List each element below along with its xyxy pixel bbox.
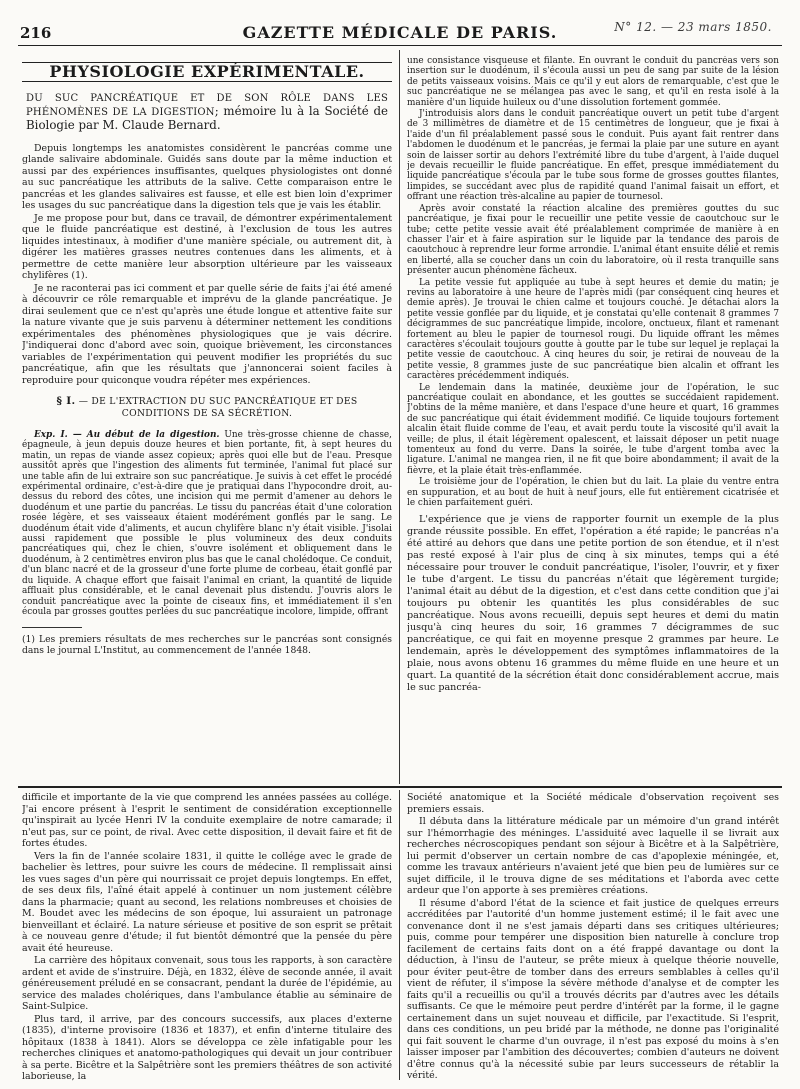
paragraph: difficile et importante de la vie que comprend les années passées au collége. J'ai encore présent à l'esprit le sentiment de considération exceptionnelle qu'inspirait au lycée Henri IV la conduite exemplaire de notre camarade; il n'eut pas, sur ce point, de rival. Avec cette disposition, il devait faire et fit de fortes études. — [22, 792, 392, 849]
paragraph: Je ne raconterai pas ici comment et par quelle série de faits j'ai été amené à découvrir ce rôle remarquable et imprévu de la glande pancréatique. Je dirai seulement que ce n'est qu'après une étude longue et attentive faite sur la nature vivante que je suis parvenu à déterminer nettement les conditions expérimentales des phénomènes physiologiques que je vais décrire. J'indiquerai donc d'abord avec soin, quoique brièvement, les circonstances variables de l'expérimentation qui peuvent modifier les propriétés du suc pancréatique, afin que les résultats que j'annoncerai soient faciles à reproduire pour quiconque voudra répéter mes expériences. — [22, 282, 392, 386]
subsection-title: — DE L'EXTRACTION DU SUC PANCRÉATIQUE ET DES CONDITIONS DE SA SÉCRÉTION. — [78, 396, 358, 419]
paragraph: Après avoir constaté la réaction alcaline des premières gouttes du suc pancréatique, je fixai pour le recueillir une petite vessie de caoutchouc sur le tube; cette petite vessie avait été préalablement comprimée de manière à en chasser l'air et à faire aspiration sur le liquide par la tendance des parois de caoutchouc à reprendre leur forme arrondie. L'animal étant ensuite délié et remis en liberté, alla se coucher dans un coin du laboratoire, où il resta tranquille sans présenter aucun phénomène fâcheux. — [407, 203, 779, 277]
paragraph: Société anatomique et la Société médicale d'observation reçoivent ses premiers essais. — [407, 792, 779, 815]
subsection-number: § I. — [56, 395, 76, 407]
paragraph: La carrière des hôpitaux convenait, sous tous les rapports, à son caractère ardent et avide de s'instruire. Déjà, en 1832, élève de seconde année, il avait généreusement préludé en se consacrant, pendant la durée de l'épidémie, au service des malades cholériques, dans l'ambulance établie au séminaire de Saint-Sulpice. — [22, 955, 392, 1012]
paragraph: Vers la fin de l'année scolaire 1831, il quitte le collége avec le grade de bachelier ès lettres, pour suivre les cours de médecine. Il remplissait ainsi les vues sages d'un père qui nourrissait ce projet depuis longtemps. En effet, de ses deux fils, l'aîné était appelé à continuer un nom justement célèbre dans la pharmacie; quant au second, les relations nombreuses et choisies de M. Boudet avec les médecins de son époque, lui assuraient un patronage bienveillant et éclairé. La nature sérieuse et positive de son esprit se prêtait à ce nouveau genre d'étude; il fut bientôt démontré que la pensée du père avait été heureuse. — [22, 850, 392, 954]
paragraph: Le lendemain dans la matinée, deuxième jour de l'opération, le suc pancréatique coulait en abondance, et les gouttes se succédaient rapidement. J'obtins de la même manière, et dans l'espace d'une heure et quart, 16 grammes de suc pancréatique qui était évidemment modifié. Ce liquide toujours fortement alcalin était fluide comme de l'eau, et avait perdu toute la viscosité qu'il avait la veille; de plus, il était légèrement opalescent, et laissait déposer un petit nuage tomenteux au fond du verre. Dans la soirée, le tube d'argent tomba avec la ligature. L'animal ne mangea rien, il ne fit que boire abondamment; il avait de la fièvre, et la plaie était très-enflammée. — [407, 382, 779, 476]
feuilleton-right-column — [407, 792, 779, 1082]
experiment-text: Une très-grosse chienne de chasse, épagneule, à jeun depuis douze heures et bien portante, fit, à sept heures du matin, un repas de viande assez copieux; après quoi elle but de l'eau. Presque aussitôt après que l'ingestion des aliments fut terminée, l'animal fut placé sur une table afin de lui extraire son suc pancréatique. Je suivis à cet effet le procédé expérimental ordinaire, c'est-à-dire que je pratiquai dans l'hypocondre droit, au-dessus du rebord des côtes, une incision qui me permit d'amener au dehors le duodénum et une partie du pancréas. Le tissu du pancréas était d'une coloration rosée légère, et ses vaisseaux étaient modérément gonflés par le sang. Le duodénum était vide d'aliments, et aucun chylifère blanc n'y était visible. J'isolai aussi rapidement que possible le plus volumineux des deux conduits pancréatiques qui, chez le chien, s'ouvre isolément et obliquement dans le duodénum, à 2 centimètres environ plus bas que le canal cholédoque. Ce conduit, d'un blanc nacré et de la grosseur d'une forte plume de corbeau, était gonflé par du liquide. A chaque effort que faisait l'animal en criant, la quantité de liquide affluait plus considérable, et le canal devenait plus distendu. J'ouvris alors le conduit pancréatique avec la pointe de ciseaux fins, et immédiatement il s'en écoula par grosses gouttes perlées du suc pancréatique incolore, limpide, offrant — [22, 430, 392, 617]
issue-line: N° 12. — 23 mars 1850. — [614, 20, 772, 34]
article-title-rest: ; mémoire lu à la Société de Biologie par M. Claude Bernard. — [26, 103, 388, 132]
experiment-label: Exp. I. — Au début de la digestion. — [34, 430, 220, 440]
page-header — [18, 14, 782, 46]
paragraph: une consistance visqueuse et filante. En ouvrant le conduit du pancréas vers son insertion sur le duodénum, il s'écoula aussi un peu de sang par suite de la lésion de petits vaisseaux voisins. Mais ce qu'il y eut alors de remarquable, c'est que le suc pancréatique ne se mélangea pas avec le sang, et qu'il en resta isolé à la manière d'un liquide huileux ou d'une dissolution fortement gommée. — [407, 56, 779, 108]
paragraph: Plus tard, il arrive, par des concours successifs, aux places d'externe (1835), d'interne provisoire (1836 et 1837), et enfin d'interne titulaire des hôpitaux (1838 à 1841). Alors se développa ce zèle infatigable pour les recherches cliniques et anatomo-pathologiques qui devait un jour contribuer à sa perte. Bicêtre et la Salpêtrière sont les premiers théâtres de son activité laborieuse, la — [22, 1013, 392, 1082]
paragraph: Le troisième jour de l'opération, le chien but du lait. La plaie du ventre entra en suppuration, et au bout de huit à neuf jours, elle fut entièrement cicatrisée et le chien parfaitement guéri. — [407, 477, 779, 509]
subsection-heading — [22, 395, 392, 420]
paragraph: Depuis longtemps les anatomistes considèrent le pancréas comme une glande salivaire abdominale. Guidés sans doute par la même induction et aussi par des expériences insuffisantes, quelques physiologistes ont donné au suc pancréatique les attributs de la salive. Cette comparaison entre le pancréas et les glandes salivaires est fausse, et elle est bien loin d'exprimer les usages du suc pancréatique dans la digestion tels que je vais les établir. — [22, 142, 392, 211]
article-left-column — [22, 62, 392, 782]
article-title-caps: DU SUC PANCRÉATIQUE ET DE SON RÔLE DANS LES PHÉNOMÈNES DE LA DIGESTION — [26, 92, 388, 118]
upper-column-rule — [399, 50, 400, 784]
article-right-column — [407, 56, 779, 782]
paragraph: Je me propose pour but, dans ce travail, de démontrer expérimentalement que le fluide pancréatique est destiné, à l'exclusion de tous les autres liquides intestinaux, à modifier d'une manière spéciale, ou autrement dit, à digérer les matières grasses neutres contenues dans les aliments, et à permettre de cette manière leur absorption ultérieure par les vaisseaux chylifères (1). — [22, 212, 392, 281]
lower-column-rule — [399, 790, 400, 1080]
experiment-paragraph — [22, 430, 392, 617]
feuilleton-left-column — [22, 792, 392, 1082]
section-title: PHYSIOLOGIE EXPÉRIMENTALE. — [22, 62, 392, 82]
footnote: (1) Les premiers résultats de mes recherches sur le pancréas sont consignés dans le journal L'Institut, au commencement de l'année 1848. — [22, 634, 392, 657]
conclusion-paragraph: L'expérience que je viens de rapporter fournit un exemple de la plus grande réussite possible. En effet, l'opération a été rapide; le pancréas n'a été attiré au dehors que dans une petite portion de son étendue, et il n'est pas resté exposé à l'air plus de cinq à six minutes, temps qui a été nécessaire pour trouver le conduit pancréatique, l'isoler, l'ouvrir, et y fixer le tube d'argent. Le tissu du pancréas n'était que légèrement turgide; l'animal était au début de la digestion, et c'est dans cette condition que j'ai toujours pu obtenir les quantités les plus considérables de suc pancréatique. Nous avons recueilli, depuis sept heures et demi du matin jusqu'à cinq heures du soir, 16 grammes 7 décigrammes de suc pancréatique, ce qui fait en moyenne presque 2 grammes par heure. Le lendemain, après le développement des symptômes inflammatoires de la plaie, nous avons obtenu 16 grammes du même fluide en une heure et un quart. La quantité de la sécrétion était donc considérablement accrue, mais le suc pancréa- — [407, 514, 779, 694]
feuilleton-rule — [18, 786, 782, 788]
paragraph: La petite vessie fut appliquée au tube à sept heures et demie du matin; je revins au laboratoire à une heure de l'après midi (par conséquent cinq heures et demie après). Je trouvai le chien calme et toujours couché. Je détachai alors la petite vessie gonflée par du liquide, et je constatai qu'elle contenait 8 grammes 7 décigrammes de suc pancréatique limpide, incolore, onctueux, filant et ramenant fortement au bleu le papier de tournesol rougi. Du liquide offrant les mêmes caractères s'écoulait toujours goutte à goutte par le tube sur lequel je replaçai la petite vessie de caoutchouc. A cinq heures du soir, je retirai de nouveau de la petite vessie, 8 grammes juste de suc pancréatique bien alcalin et offrant les caractères précédemment indiqués. — [407, 277, 779, 382]
paragraph: Il résume d'abord l'état de la science et fait justice de quelques erreurs accréditées par l'autorité d'un homme justement estimé; il le fait avec une convenance dont il ne s'est jamais départi dans ses critiques ultérieures; puis, comme pour tempérer une disposition bien naturelle à conclure trop facilement de certains faits dont on a été frappé davantage ou dont la déduction, à l'insu de l'auteur, se prête mieux à quelque théorie nouvelle, pour éviter peut-être de tomber dans des erreurs semblables à celles qu'il vient de réfuter, il s'impose la sévère méthode d'analyse et de compter les faits qu'il a recueillis ou qu'il a trouvés décrits par d'autres avec les détails suffisants. Ce que le mémoire peut perdre d'intérêt par la forme, il le gagne certainement dans un sujet nouveau et difficile, par l'exactitude. Si l'esprit, dans ces conditions, un peu bridé par la méthode, ne donne pas l'originalité qui fait souvent le charme d'un ouvrage, il n'est pas exposé du moins à s'en laisser imposer par l'ambition des découvertes; combien d'auteurs ne doivent d'être connus qu'à la nécessité subie par leurs successeurs de rétablir la vérité. — [407, 897, 779, 1081]
page-number: 216 — [20, 24, 52, 42]
footnote-rule — [22, 627, 82, 628]
paragraph: J'introduisis alors dans le conduit pancréatique ouvert un petit tube d'argent de 3 millimètres de diamètre et de 15 centimètres de longueur, que je fixai à l'aide d'un fil préalablement passé sous le conduit. Puis ayant fait rentrer dans l'abdomen le duodénum et le pancréas, je fermai la plaie par une suture en ayant soin de laisser sortir au dehors l'extrémité libre du tube d'argent, à l'aide duquel je devais recueillir le fluide pancréatique. En effet, presque immédiatement du liquide pancréatique s'écoula par le tube sous forme de grosses gouttes filantes, limpides, se succédant avec plus de rapidité quand l'animal faisait un effort, et offrant une réaction très-alcaline au papier de tournesol. — [407, 109, 779, 203]
journal-title: GAZETTE MÉDICALE DE PARIS. — [242, 23, 558, 42]
paragraph: Il débuta dans la littérature médicale par un mémoire d'un grand intérêt sur l'hémorrhagie des méninges. L'assiduité avec laquelle il se livrait aux recherches nécroscopiques pendant son séjour à Bicêtre et à la Salpêtrière, lui permit d'observer un certain nombre de cas d'apoplexie méningée, et, comme les travaux antérieurs n'avaient jeté que bien peu de lumières sur ce sujet difficile, il le trouva digne de ses méditations et l'aborda avec cette ardeur que l'on apporte à ses premières créations. — [407, 816, 779, 896]
article-title — [26, 92, 388, 133]
